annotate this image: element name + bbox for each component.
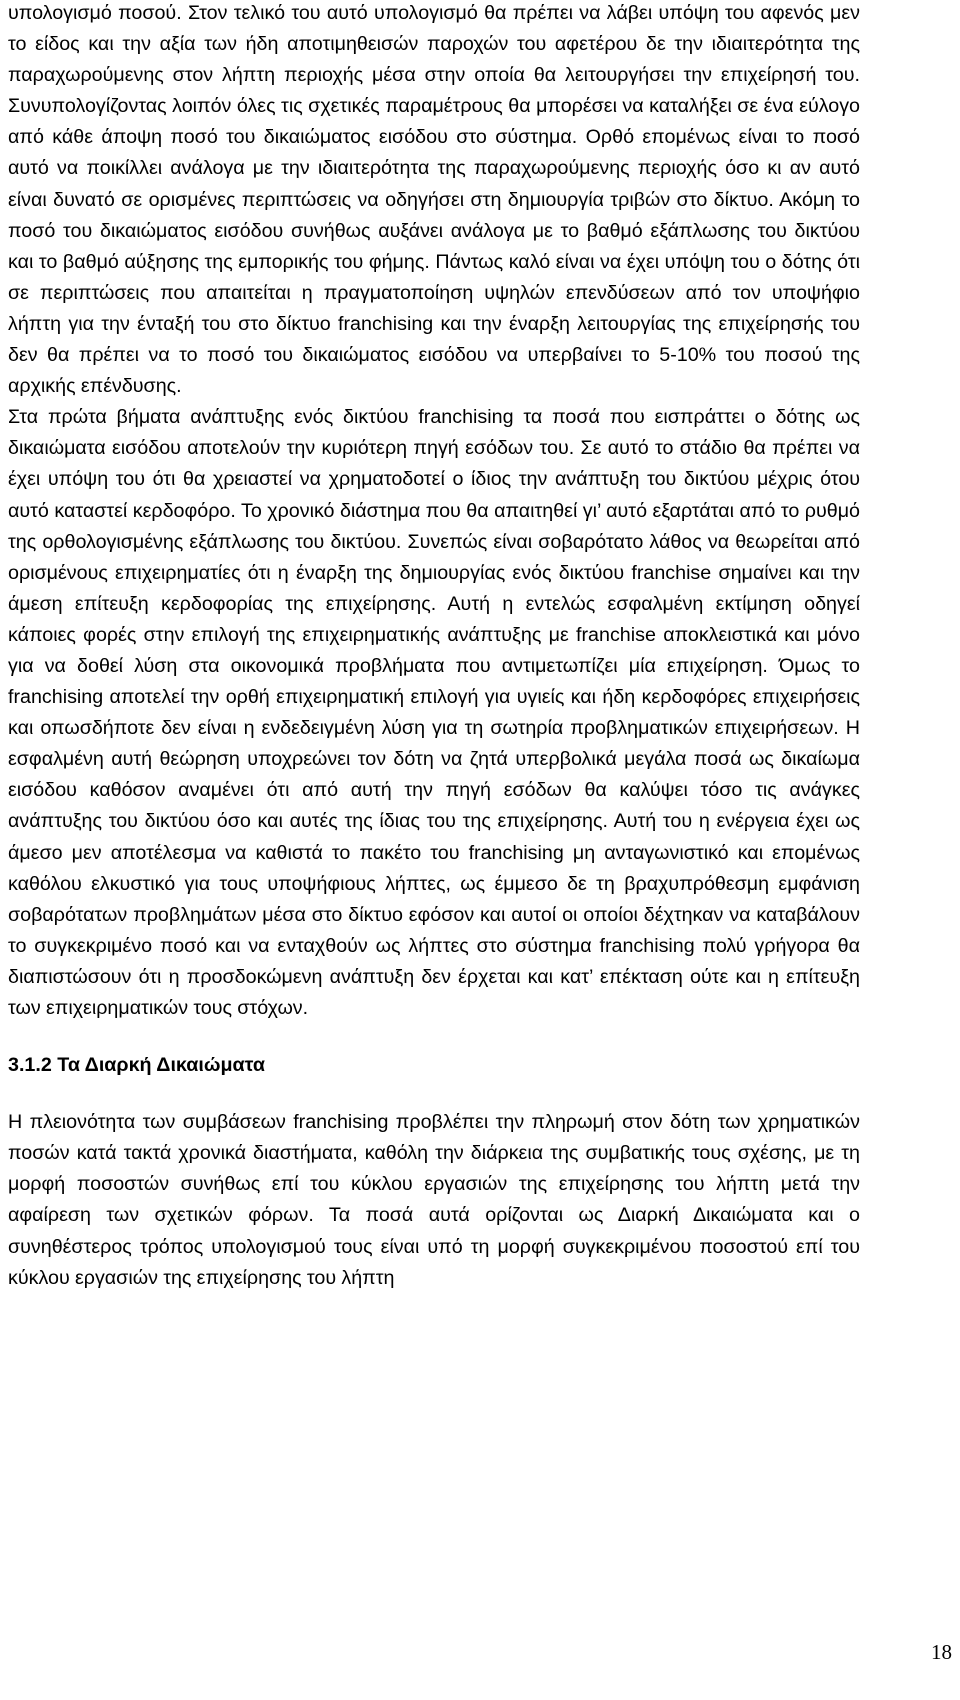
body-paragraph: Η πλειονότητα των συμβάσεων franchising προβλέπει την πληρωμή στον δότη των χρηματικών ποσών κατά τακτά χρονικά διαστήματα, καθόλη την διάρκεια της συμβατικής τους σχέσης, με τη μορφή ποσοστών συνήθως επί του κύκλου εργασιών της επιχείρησης του λήπτη μετά την αφαίρεση των σχετικών φόρων. Τα ποσά αυτά ορίζονται ως Διαρκή Δικαιώματα και ο συνηθέστερος τρόπος υπολογισμού τους είναι υπό τη μορφή συγκεκριμένου ποσοστού επί του κύκλου εργασιών της επιχείρησης του λήπτη [8, 1111, 860, 1289]
body-paragraph: υπολογισμό ποσού. Στον τελικό του αυτό υπολογισμό θα πρέπει να λάβει υπόψη του αφενός μεν το είδος και την αξία των ήδη αποτιμηθεισών παροχών του αφετέρου δε την ιδιαιτερότητα της παραχωρούμενης στον λήπτη περιοχής μέσα στην οποία θα λειτουργήσει την επιχείρησή του. Συνυπολογίζοντας λοιπόν όλες τις σχετικές παραμέτρους θα μπορέσει να καταλήξει σε ένα εύλογο από κάθε άποψη ποσό του δικαιώματος εισόδου στο σύστημα. Ορθό επομένως είναι το ποσό αυτό να ποικίλλει ανάλογα με την ιδιαιτερότητα της παραχωρούμενης περιοχής όσο κι αν αυτό είναι δυνατό σε ορισμένες περιπτώσεις να οδηγήσει στη δημιουργία τριβών στο δίκτυο. Ακόμη το ποσό του δικαιώματος εισόδου συνήθως αυξάνει ανάλογα με το βαθμό εξάπλωσης του δικτύου και το βαθμό αύξησης της εμπορικής του φήμης. Πάντως καλό είναι να έχει υπόψη του ο δότης ότι σε περιπτώσεις που απαιτείται η πραγματοποίηση υψηλών επενδύσεων από τον υποψήφιο λήπτη για την ένταξή του στο δίκτυο franchising και την έναρξη λειτουργίας της επιχείρησής του δεν θα πρέπει να το ποσό του δικαιώματος εισόδου να υπερβαίνει το 5-10% του ποσού της αρχικής επένδυσης. [8, 2, 860, 398]
page-number: 18 [931, 1640, 952, 1664]
section-heading: 3.1.2 Τα Διαρκή Δικαιώματα [8, 1054, 265, 1077]
body-paragraph: Στα πρώτα βήματα ανάπτυξης ενός δικτύου franchising τα ποσά που εισπράττει ο δότης ως δικαιώματα εισόδου αποτελούν την κυριότερη πηγή εσόδων του. Σε αυτό το στάδιο θα πρέπει να έχει υπόψη του ότι θα χρειαστεί να χρηματοδοτεί ο ίδιος την ανάπτυξη του δικτύου μέχρις ότου αυτό καταστεί κερδοφόρο. Το χρονικό διάστημα που θα απαιτηθεί γι’ αυτό εξαρτάται από το ρυθμό της ορθολογισμένης εξάπλωσης του δικτύου. Συνεπώς είναι σοβαρότατο λάθος να θεωρείται από ορισμένους επιχειρηματίες ότι η έναρξη της δημιουργίας ενός δικτύου franchise σημαίνει και την άμεση επίτευξη κερδοφορίας της επιχείρησης. Αυτή η εντελώς εσφαλμένη εκτίμηση οδηγεί κάποιες φορές στην επιλογή της επιχειρηματικής ανάπτυξης με franchise αποκλειστικά και μόνο για να δοθεί λύση στα οικονομικά προβλήματα που αντιμετωπίζει μία επιχείρηση. Όμως το franchising αποτελεί την ορθή επιχειρηματική επιλογή για υγιείς και ήδη κερδοφόρες επιχειρήσεις και οπωσδήποτε δεν είναι η ενδεδειγμένη λύση για τη σωτηρία προβληματικών επιχειρήσεων. Η εσφαλμένη αυτή θεώρηση υποχρεώνει τον δότη να ζητά υπερβολικά μεγάλα ποσά ως δικαίωμα εισόδου καθόσον αναμένει ότι από αυτή την πηγή εσόδων θα καλύψει τόσο τις ανάγκες ανάπτυξης του δικτύου όσο και αυτές της ίδιας του της επιχείρησης. Αυτή του η ενέργεια έχει ως άμεσο μεν αποτέλεσμα να καθιστά το πακέτο του franchising μη ανταγωνιστικό και επομένως καθόλου ελκυστικό για τους υποψήφιους λήπτες, ως έμμεσο δε τη βραχυπρόθεσμη εμφάνιση σοβαρότατων προβλημάτων μέσα στο δίκτυο εφόσον και αυτοί οι οποίοι δέχτηκαν να καταβάλουν το συγκεκριμένο ποσό και να ενταχθούν ως λήπτες στο σύστημα franchising πολύ γρήγορα θα διαπιστώσουν ότι η προσδοκώμενη ανάπτυξη δεν έρχεται και κατ’ επέκταση ούτε και η επίτευξη των επιχειρηματικών τους στόχων. [8, 406, 860, 1019]
document-page [8, 0, 860, 1294]
